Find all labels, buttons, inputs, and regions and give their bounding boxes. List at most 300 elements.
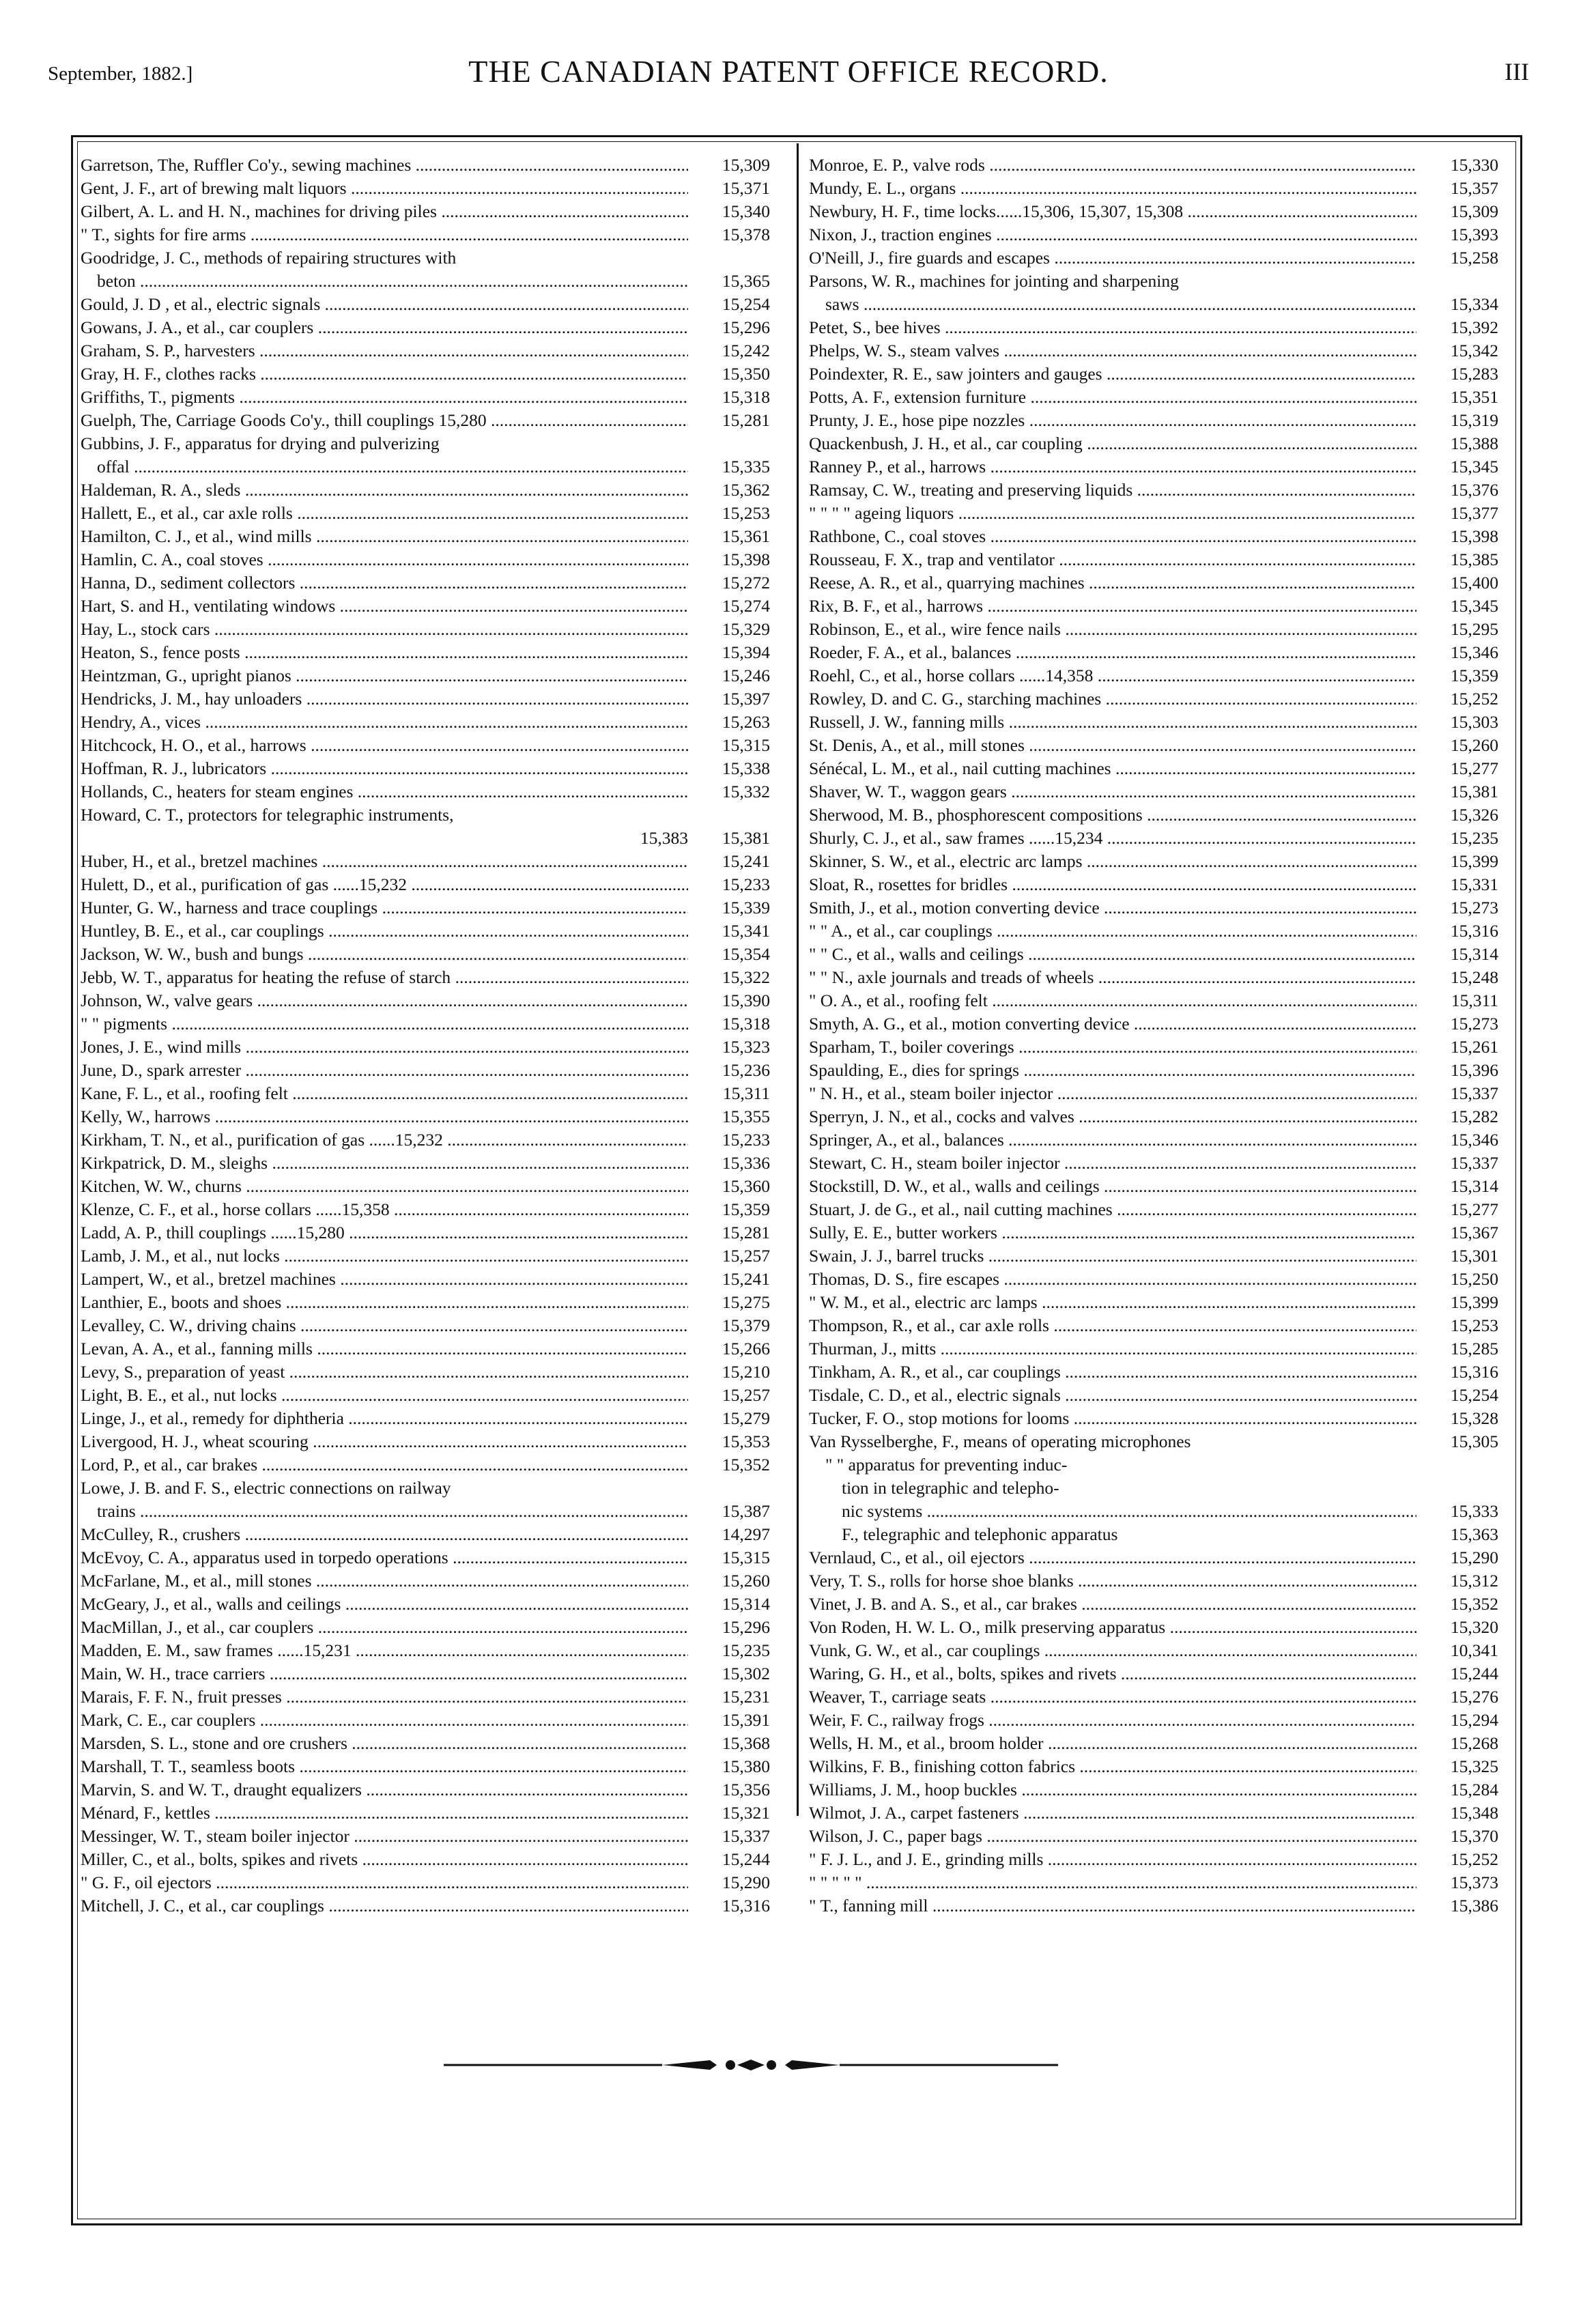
index-entry	[81, 1755, 770, 1778]
patent-number: 15,244	[695, 1848, 770, 1871]
entry-name: " " " " " .....	[809, 1871, 1416, 1894]
index-entry	[81, 548, 770, 571]
index-entry	[809, 1221, 1498, 1244]
index-entry	[81, 1175, 770, 1198]
patent-number: 15,260	[695, 1569, 770, 1593]
index-entry	[81, 618, 770, 641]
entry-name: St. Denis, A., et al., mill stones .....	[809, 734, 1416, 757]
index-entry	[809, 154, 1498, 177]
entry-name: McEvoy, C. A., apparatus used in torpedo operations .....	[81, 1546, 688, 1569]
index-entry	[809, 966, 1498, 989]
index-entry	[81, 1291, 770, 1314]
patent-number: 15,379	[695, 1314, 770, 1337]
patent-number: 15,337	[695, 1825, 770, 1848]
index-entry	[81, 1082, 770, 1105]
entry-name: 15,383	[640, 828, 688, 848]
patent-number: 15,241	[695, 1268, 770, 1291]
patent-number: 15,284	[1423, 1778, 1498, 1802]
patent-number: 15,268	[1423, 1732, 1498, 1755]
patent-number: 15,398	[1423, 525, 1498, 548]
entry-name: " W. M., et al., electric arc lamps .....	[809, 1291, 1416, 1314]
entry-name: Hunter, G. W., harness and trace couplings .....	[81, 896, 688, 920]
entry-name: Monroe, E. P., valve rods .....	[809, 154, 1416, 177]
entry-name: Vernlaud, C., et al., oil ejectors .....	[809, 1546, 1416, 1569]
entry-name: Hendricks, J. M., hay unloaders .....	[81, 687, 688, 711]
patent-number: 15,319	[1423, 409, 1498, 432]
entry-name: saws .....	[809, 293, 1416, 316]
patent-number: 15,250	[1423, 1268, 1498, 1291]
issue-date: September, 1882.]	[48, 63, 193, 85]
entry-name: Ménard, F., kettles .....	[81, 1802, 688, 1825]
patent-number: 15,377	[1423, 502, 1498, 525]
entry-name: Jones, J. E., wind mills .....	[81, 1036, 688, 1059]
column-divider	[797, 143, 799, 1816]
patent-number: 15,231	[695, 1685, 770, 1709]
patent-number: 15,311	[1423, 989, 1498, 1012]
index-entry	[81, 803, 770, 827]
index-entry	[809, 246, 1498, 270]
right-index-column	[809, 154, 1498, 1918]
index-entry	[809, 803, 1498, 827]
entry-name: Prunty, J. E., hose pipe nozzles .....	[809, 409, 1416, 432]
entry-name: Madden, E. M., saw frames ......15,231 .....	[81, 1639, 688, 1662]
patent-number: 15,325	[1423, 1755, 1498, 1778]
patent-number: 15,301	[1423, 1244, 1498, 1268]
index-entry	[809, 1500, 1498, 1523]
patent-number: 15,322	[695, 966, 770, 989]
entry-name: Tucker, F. O., stop motions for looms .....	[809, 1407, 1416, 1430]
entry-name: Springer, A., et al., balances .....	[809, 1128, 1416, 1152]
index-entry	[809, 1662, 1498, 1685]
entry-name: beton .....	[81, 270, 688, 293]
patent-number: 15,257	[695, 1384, 770, 1407]
index-entry	[81, 200, 770, 223]
patent-number: 15,329	[695, 618, 770, 641]
entry-name: Smyth, A. G., et al., motion converting device .....	[809, 1012, 1416, 1036]
patent-number: 15,385	[1423, 548, 1498, 571]
entry-name: Linge, J., et al., remedy for diphtheria .....	[81, 1407, 688, 1430]
index-entry	[81, 1059, 770, 1082]
index-entry	[809, 1569, 1498, 1593]
entry-name: Stockstill, D. W., et al., walls and ceilings .....	[809, 1175, 1416, 1198]
index-entry	[809, 386, 1498, 409]
entry-name: Robinson, E., et al., wire fence nails .....	[809, 618, 1416, 641]
patent-number: 15,331	[1423, 873, 1498, 896]
patent-number: 15,326	[1423, 803, 1498, 827]
entry-name: nic systems .....	[809, 1500, 1416, 1523]
patent-number: 15,312	[1423, 1569, 1498, 1593]
patent-number: 15,285	[1423, 1337, 1498, 1361]
patent-number: 15,257	[695, 1244, 770, 1268]
index-entry	[81, 595, 770, 618]
patent-number: 15,399	[1423, 1291, 1498, 1314]
index-entry	[809, 1430, 1498, 1453]
patent-number: 15,254	[695, 293, 770, 316]
patent-number: 15,318	[695, 1012, 770, 1036]
patent-number: 15,252	[1423, 1848, 1498, 1871]
entry-name: Weir, F. C., railway frogs .....	[809, 1709, 1416, 1732]
patent-number: 15,356	[695, 1778, 770, 1802]
index-entry	[81, 362, 770, 386]
entry-name: Levalley, C. W., driving chains .....	[81, 1314, 688, 1337]
entry-name: Wells, H. M., et al., broom holder .....	[809, 1732, 1416, 1755]
patent-number: 15,363	[1423, 1523, 1498, 1546]
patent-number: 15,309	[695, 154, 770, 177]
index-entry	[809, 1152, 1498, 1175]
patent-number: 15,342	[1423, 339, 1498, 362]
patent-number: 15,282	[1423, 1105, 1498, 1128]
entry-name: Hallett, E., et al., car axle rolls .....	[81, 502, 688, 525]
index-entry	[809, 1848, 1498, 1871]
index-entry	[809, 1477, 1498, 1500]
patent-number: 15,315	[695, 1546, 770, 1569]
journal-title: THE CANADIAN PATENT OFFICE RECORD.	[468, 54, 1109, 89]
entry-name: Miller, C., et al., bolts, spikes and rivets .....	[81, 1848, 688, 1871]
patent-number: 15,252	[1423, 687, 1498, 711]
entry-name: " G. F., oil ejectors .....	[81, 1871, 688, 1894]
index-entry	[81, 1453, 770, 1477]
entry-name: Wilson, J. C., paper bags .....	[809, 1825, 1416, 1848]
index-entry	[81, 316, 770, 339]
patent-number: 14,297	[695, 1523, 770, 1546]
entry-name: Graham, S. P., harvesters .....	[81, 339, 688, 362]
entry-name: " T., sights for fire arms .....	[81, 223, 688, 246]
entry-name: Main, W. H., trace carriers .....	[81, 1662, 688, 1685]
entry-name: Smith, J., et al., motion converting device .....	[809, 896, 1416, 920]
index-entry	[81, 873, 770, 896]
index-entry	[81, 1616, 770, 1639]
patent-number: 15,321	[695, 1802, 770, 1825]
patent-number: 15,337	[1423, 1152, 1498, 1175]
patent-number: 15,290	[1423, 1546, 1498, 1569]
entry-name: " " " " ageing liquors .....	[809, 502, 1416, 525]
patent-number: 15,345	[1423, 595, 1498, 618]
entry-name: Huntley, B. E., et al., car couplings .....	[81, 920, 688, 943]
index-entry	[81, 687, 770, 711]
patent-number: 15,398	[695, 548, 770, 571]
entry-name: Haldeman, R. A., sleds .....	[81, 479, 688, 502]
entry-name: Stuart, J. de G., et al., nail cutting machines .....	[809, 1198, 1416, 1221]
index-entry	[81, 1894, 770, 1918]
entry-name: Vinet, J. B. and A. S., et al., car brakes .....	[809, 1593, 1416, 1616]
index-entry	[809, 339, 1498, 362]
entry-name: Mundy, E. L., organs .....	[809, 177, 1416, 200]
index-entry	[81, 1848, 770, 1871]
index-entry	[81, 664, 770, 687]
entry-name: " " pigments .....	[81, 1012, 688, 1036]
entry-name: Nixon, J., traction engines .....	[809, 223, 1416, 246]
index-entry	[81, 1778, 770, 1802]
patent-number: 15,381	[1423, 780, 1498, 803]
index-entry	[809, 1384, 1498, 1407]
index-entry	[809, 1291, 1498, 1314]
index-entry	[809, 362, 1498, 386]
page-header	[48, 53, 1529, 101]
index-entry	[809, 223, 1498, 246]
entry-name: " O. A., et al., roofing felt .....	[809, 989, 1416, 1012]
patent-number: 15,246	[695, 664, 770, 687]
patent-number: 15,295	[1423, 618, 1498, 641]
index-entry	[81, 246, 770, 270]
index-entry	[81, 966, 770, 989]
entry-name: Hulett, D., et al., purification of gas ......15,232 .....	[81, 873, 688, 896]
patent-number: 15,394	[695, 641, 770, 664]
patent-number: 15,367	[1423, 1221, 1498, 1244]
entry-name: Shaver, W. T., waggon gears .....	[809, 780, 1416, 803]
patent-number: 15,302	[695, 1662, 770, 1685]
patent-number: 15,340	[695, 200, 770, 223]
patent-number: 15,303	[1423, 711, 1498, 734]
patent-number: 15,365	[695, 270, 770, 293]
patent-number: 15,281	[695, 409, 770, 432]
entry-name: Lanthier, E., boots and shoes .....	[81, 1291, 688, 1314]
index-entry	[809, 1871, 1498, 1894]
patent-number: 15,314	[1423, 1175, 1498, 1198]
index-entry	[809, 827, 1498, 850]
patent-number: 15,336	[695, 1152, 770, 1175]
entry-name: Hamilton, C. J., et al., wind mills .....	[81, 525, 688, 548]
index-entry	[81, 757, 770, 780]
entry-name: Huber, H., et al., bretzel machines .....	[81, 850, 688, 873]
index-entry	[809, 1036, 1498, 1059]
entry-name: McFarlane, M., et al., mill stones .....	[81, 1569, 688, 1593]
patent-number: 15,314	[1423, 943, 1498, 966]
entry-name: Very, T. S., rolls for horse shoe blanks .....	[809, 1569, 1416, 1593]
index-entry	[809, 1685, 1498, 1709]
entry-name: Johnson, W., valve gears .....	[81, 989, 688, 1012]
entry-name: Marvin, S. and W. T., draught equalizers .....	[81, 1778, 688, 1802]
patent-number: 15,400	[1423, 571, 1498, 595]
patent-number: 15,352	[695, 1453, 770, 1477]
index-entry	[809, 1128, 1498, 1152]
patent-number: 15,236	[695, 1059, 770, 1082]
entry-name: Heaton, S., fence posts .....	[81, 641, 688, 664]
patent-number: 15,391	[695, 1709, 770, 1732]
patent-number: 15,371	[695, 177, 770, 200]
entry-name: Phelps, W. S., steam valves .....	[809, 339, 1416, 362]
entry-name: Marsden, S. L., stone and ore crushers .....	[81, 1732, 688, 1755]
index-entry	[809, 270, 1498, 293]
index-entry	[809, 1894, 1498, 1918]
index-entry	[809, 757, 1498, 780]
patent-number: 15,244	[1423, 1662, 1498, 1685]
index-entry	[81, 1732, 770, 1755]
patent-number: 15,397	[695, 687, 770, 711]
index-entry	[809, 177, 1498, 200]
patent-number: 15,316	[1423, 1361, 1498, 1384]
entry-name: Rix, B. F., et al., harrows .....	[809, 595, 1416, 618]
patent-number: 15,376	[1423, 479, 1498, 502]
entry-name: Stewart, C. H., steam boiler injector .....	[809, 1152, 1416, 1175]
patent-number: 15,266	[695, 1337, 770, 1361]
patent-number: 15,235	[695, 1639, 770, 1662]
index-entry	[81, 1268, 770, 1291]
entry-name: Poindexter, R. E., saw jointers and gauges .....	[809, 362, 1416, 386]
index-entry	[809, 1639, 1498, 1662]
entry-name: MacMillan, J., et al., car couplers .....	[81, 1616, 688, 1639]
entry-name: Tisdale, C. D., et al., electric signals .....	[809, 1384, 1416, 1407]
index-entry	[809, 293, 1498, 316]
patent-number: 15,330	[1423, 154, 1498, 177]
index-entry	[809, 571, 1498, 595]
entry-name: Kirkpatrick, D. M., sleighs .....	[81, 1152, 688, 1175]
index-entry	[809, 1732, 1498, 1755]
patent-number: 15,333	[1423, 1500, 1498, 1523]
entry-name: Reese, A. R., et al., quarrying machines .....	[809, 571, 1416, 595]
patent-number: 15,320	[1423, 1616, 1498, 1639]
index-entry	[809, 455, 1498, 479]
index-entry	[809, 1268, 1498, 1291]
index-entry	[81, 339, 770, 362]
patent-number: 15,352	[1423, 1593, 1498, 1616]
patent-number: 15,370	[1423, 1825, 1498, 1848]
index-entry	[809, 316, 1498, 339]
entry-name: Roeder, F. A., et al., balances .....	[809, 641, 1416, 664]
patent-number: 15,296	[695, 316, 770, 339]
index-entry	[809, 502, 1498, 525]
entry-name: Kirkham, T. N., et al., purification of gas ......15,232 .....	[81, 1128, 688, 1152]
entry-name: Vunk, G. W., et al., car couplings .....	[809, 1639, 1416, 1662]
index-entry	[81, 1871, 770, 1894]
patent-number: 15,339	[695, 896, 770, 920]
entry-name: June, D., spark arrester .....	[81, 1059, 688, 1082]
index-entry	[81, 479, 770, 502]
entry-name: Roehl, C., et al., horse collars ......14,358 .....	[809, 664, 1416, 687]
index-entry	[809, 1012, 1498, 1036]
patent-number: 15,210	[695, 1361, 770, 1384]
index-entry	[81, 409, 770, 432]
index-entry	[809, 200, 1498, 223]
entry-name: Gubbins, J. F., apparatus for drying and pulverizing	[81, 433, 440, 453]
patent-number: 15,233	[695, 1128, 770, 1152]
entry-name: Skinner, S. W., et al., electric arc lamps .....	[809, 850, 1416, 873]
index-entry	[81, 1546, 770, 1569]
index-entry	[809, 432, 1498, 455]
patent-number: 15,354	[695, 943, 770, 966]
patent-number: 15,281	[695, 1221, 770, 1244]
entry-name: Tinkham, A. R., et al., car couplings .....	[809, 1361, 1416, 1384]
patent-number: 15,315	[695, 734, 770, 757]
index-entry	[809, 1198, 1498, 1221]
entry-name: Jackson, W. W., bush and bungs .....	[81, 943, 688, 966]
entry-name: Hay, L., stock cars .....	[81, 618, 688, 641]
patent-number: 15,260	[1423, 734, 1498, 757]
entry-name: Swain, J. J., barrel trucks .....	[809, 1244, 1416, 1268]
entry-name: tion in telegraphic and telepho-	[842, 1478, 1059, 1498]
index-entry	[809, 595, 1498, 618]
index-entry	[81, 432, 770, 455]
entry-name: Potts, A. F., extension furniture .....	[809, 386, 1416, 409]
entry-name: Hamlin, C. A., coal stoves .....	[81, 548, 688, 571]
patent-number: 15,233	[695, 873, 770, 896]
index-entry	[81, 1361, 770, 1384]
patent-number: 15,314	[695, 1593, 770, 1616]
patent-number: 15,373	[1423, 1871, 1498, 1894]
index-entry	[81, 154, 770, 177]
patent-number: 15,309	[1423, 200, 1498, 223]
patent-number: 15,346	[1423, 1128, 1498, 1152]
index-entry	[81, 1012, 770, 1036]
index-entry	[81, 1314, 770, 1337]
entry-name: Kelly, W., harrows .....	[81, 1105, 688, 1128]
index-entry	[81, 1152, 770, 1175]
patent-number: 15,273	[1423, 896, 1498, 920]
index-entry	[809, 1825, 1498, 1848]
patent-number: 15,359	[695, 1198, 770, 1221]
entry-name: Van Rysselberghe, F., means of operating microphones	[809, 1432, 1191, 1451]
index-entry	[809, 1778, 1498, 1802]
index-entry	[81, 1430, 770, 1453]
index-entry	[809, 1709, 1498, 1732]
patent-number: 15,380	[695, 1755, 770, 1778]
index-entry	[81, 1802, 770, 1825]
entry-name: Spaulding, E., dies for springs .....	[809, 1059, 1416, 1082]
patent-number: 15,357	[1423, 177, 1498, 200]
index-entry	[81, 270, 770, 293]
entry-name: Gray, H. F., clothes racks .....	[81, 362, 688, 386]
index-entry	[809, 1616, 1498, 1639]
index-entry	[81, 1639, 770, 1662]
entry-name: Garretson, The, Ruffler Co'y., sewing machines .....	[81, 154, 688, 177]
entry-name: Lamb, J. M., et al., nut locks .....	[81, 1244, 688, 1268]
entry-name: Goodridge, J. C., methods of repairing structures with	[81, 248, 457, 268]
index-entry	[809, 1337, 1498, 1361]
index-entry	[809, 687, 1498, 711]
index-entry	[81, 850, 770, 873]
index-entry	[809, 1314, 1498, 1337]
entry-name: Wilkins, F. B., finishing cotton fabrics .....	[809, 1755, 1416, 1778]
index-entry	[81, 177, 770, 200]
index-entry	[81, 1685, 770, 1709]
patent-number: 15,337	[1423, 1082, 1498, 1105]
index-entry	[81, 1709, 770, 1732]
patent-number: 15,350	[695, 362, 770, 386]
entry-name: Sully, E. E., butter workers .....	[809, 1221, 1416, 1244]
patent-number: 15,323	[695, 1036, 770, 1059]
patent-number: 15,248	[1423, 966, 1498, 989]
patent-number: 15,283	[1423, 362, 1498, 386]
index-entry	[81, 1128, 770, 1152]
patent-number: 10,341	[1423, 1639, 1498, 1662]
patent-number: 15,399	[1423, 850, 1498, 873]
entry-name: Rathbone, C., coal stoves .....	[809, 525, 1416, 548]
entry-name: Howard, C. T., protectors for telegraphic instruments,	[81, 805, 454, 825]
entry-name: Kane, F. L., et al., roofing felt .....	[81, 1082, 688, 1105]
index-entry	[81, 1500, 770, 1523]
entry-name: Jebb, W. T., apparatus for heating the refuse of starch .....	[81, 966, 688, 989]
index-entry	[809, 1244, 1498, 1268]
entry-name: " " A., et al., car couplings .....	[809, 920, 1416, 943]
index-entry	[81, 1825, 770, 1848]
patent-number: 15,261	[1423, 1036, 1498, 1059]
entry-name: Lampert, W., et al., bretzel machines .....	[81, 1268, 688, 1291]
index-entry	[809, 618, 1498, 641]
entry-name: Mitchell, J. C., et al., car couplings .....	[81, 1894, 688, 1918]
index-entry	[81, 1337, 770, 1361]
entry-name: Light, B. E., et al., nut locks .....	[81, 1384, 688, 1407]
page-number: III	[1505, 58, 1529, 85]
entry-name: Hart, S. and H., ventilating windows .....	[81, 595, 688, 618]
patent-number: 15,353	[695, 1430, 770, 1453]
patent-number: 15,276	[1423, 1685, 1498, 1709]
entry-name: Hitchcock, H. O., et al., harrows .....	[81, 734, 688, 757]
patent-number: 15,235	[1423, 827, 1498, 850]
entry-name: McCulley, R., crushers .....	[81, 1523, 688, 1546]
index-entry	[809, 780, 1498, 803]
entry-name: Hendry, A., vices .....	[81, 711, 688, 734]
patent-number: 15,387	[695, 1500, 770, 1523]
index-entry	[809, 1082, 1498, 1105]
